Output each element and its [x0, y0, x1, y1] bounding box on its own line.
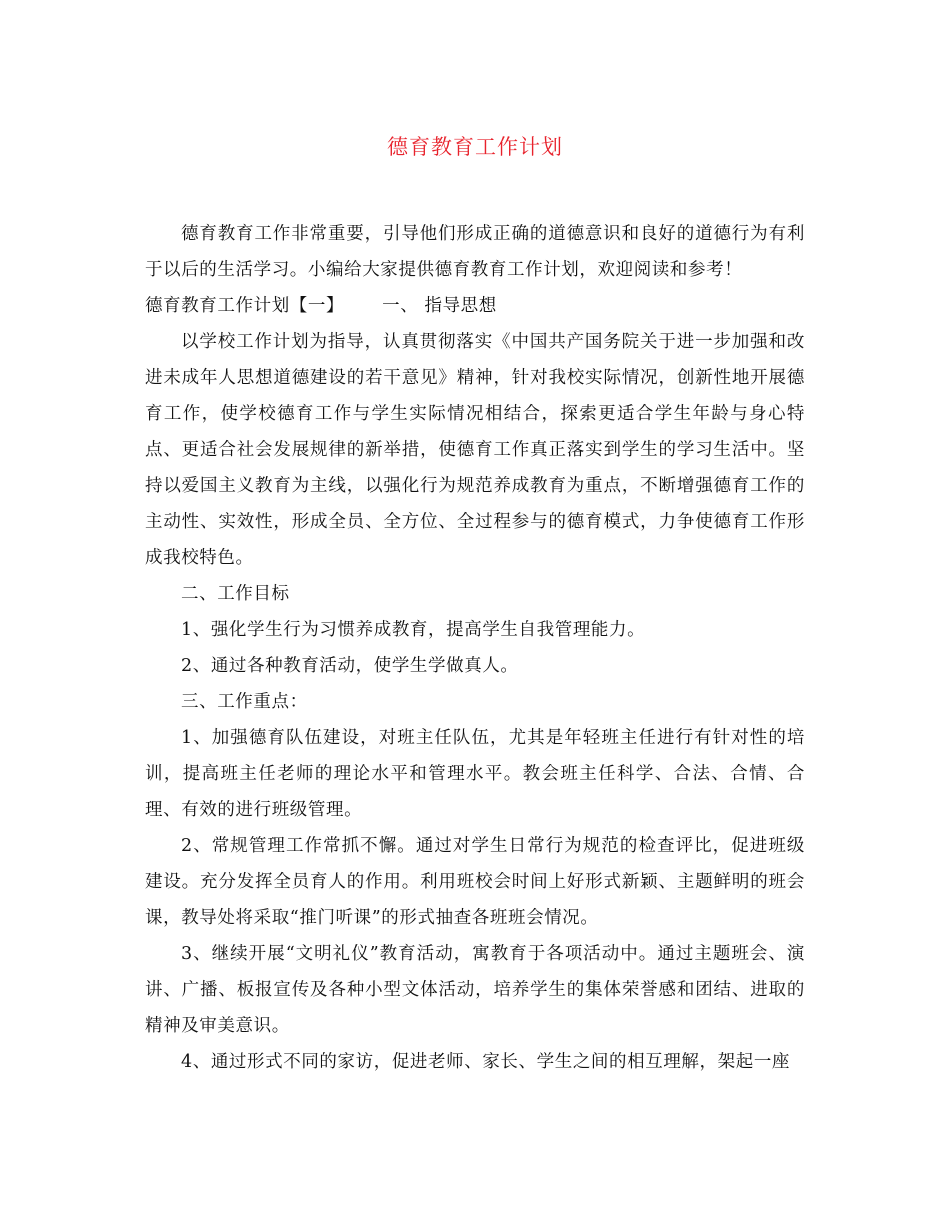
focus-item-2: 2、常规管理工作常抓不懈。通过对学生日常行为规范的检查评比，促进班级建设。充分发挥全员育人的作用。利用班校会时间上好形式新颖、主题鲜明的班会课，教导处将采取“推门听课”的形式抽查各班班会情况。 — [145, 836, 805, 928]
document-title: 德育教育工作计划 — [387, 135, 563, 159]
work-focus-heading: 三、工作重点： — [181, 692, 308, 712]
section-heading-line — [145, 288, 805, 324]
guide-heading: 一、 指导思想 — [382, 296, 497, 316]
focus-item-1: 1、加强德育队伍建设，对班主任队伍，尤其是年轻班主任进行有针对性的培训，提高班主任老师的理论水平和管理水平。教会班主任科学、合法、合情、合理、有效的进行班级管理。 — [145, 728, 805, 820]
focus-item-3: 3、继续开展“文明礼仪”教育活动，寓教育于各项活动中。通过主题班会、演讲、广播、板报宣传及各种小型文体活动，培养学生的集体荣誉感和团结、进取的精神及审美意识。 — [145, 944, 805, 1036]
goal-item-1: 1、强化学生行为习惯养成教育，提高学生自我管理能力。 — [181, 620, 646, 640]
goal-item-2: 2、通过各种教育活动，使学生学做真人。 — [181, 656, 519, 676]
intro-paragraph: 德育教育工作非常重要，引导他们形成正确的道德意识和良好的道德行为有利于以后的生活学习。小编给大家提供德育教育工作计划，欢迎阅读和参考！ — [145, 224, 805, 280]
work-goals-heading: 二、工作目标 — [181, 584, 290, 604]
section-heading: 德育教育工作计划【一】 — [145, 296, 345, 316]
focus-item-4: 4、通过形式不同的家访，促进老师、家长、学生之间的相互理解，架起一座 — [181, 1052, 791, 1072]
document-body — [145, 216, 805, 1080]
guiding-thought-paragraph: 以学校工作计划为指导，认真贯彻落实《中国共产国务院关于进一步加强和改进未成年人思想道德建设的若干意见》精神，针对我校实际情况，创新性地开展德育工作，使学校德育工作与学生实际情况相结合，探索更适合学生年龄与身心特点、更适合社会发展规律的新举措，使德育工作真正落实到学生的学习生活中。坚持以爱国主义教育为主线，以强化行为规范养成教育为重点，不断增强德育工作的主动性、实效性，形成全员、全方位、全过程参与的德育模式，力争使德育工作形成我校特色。 — [145, 332, 805, 568]
